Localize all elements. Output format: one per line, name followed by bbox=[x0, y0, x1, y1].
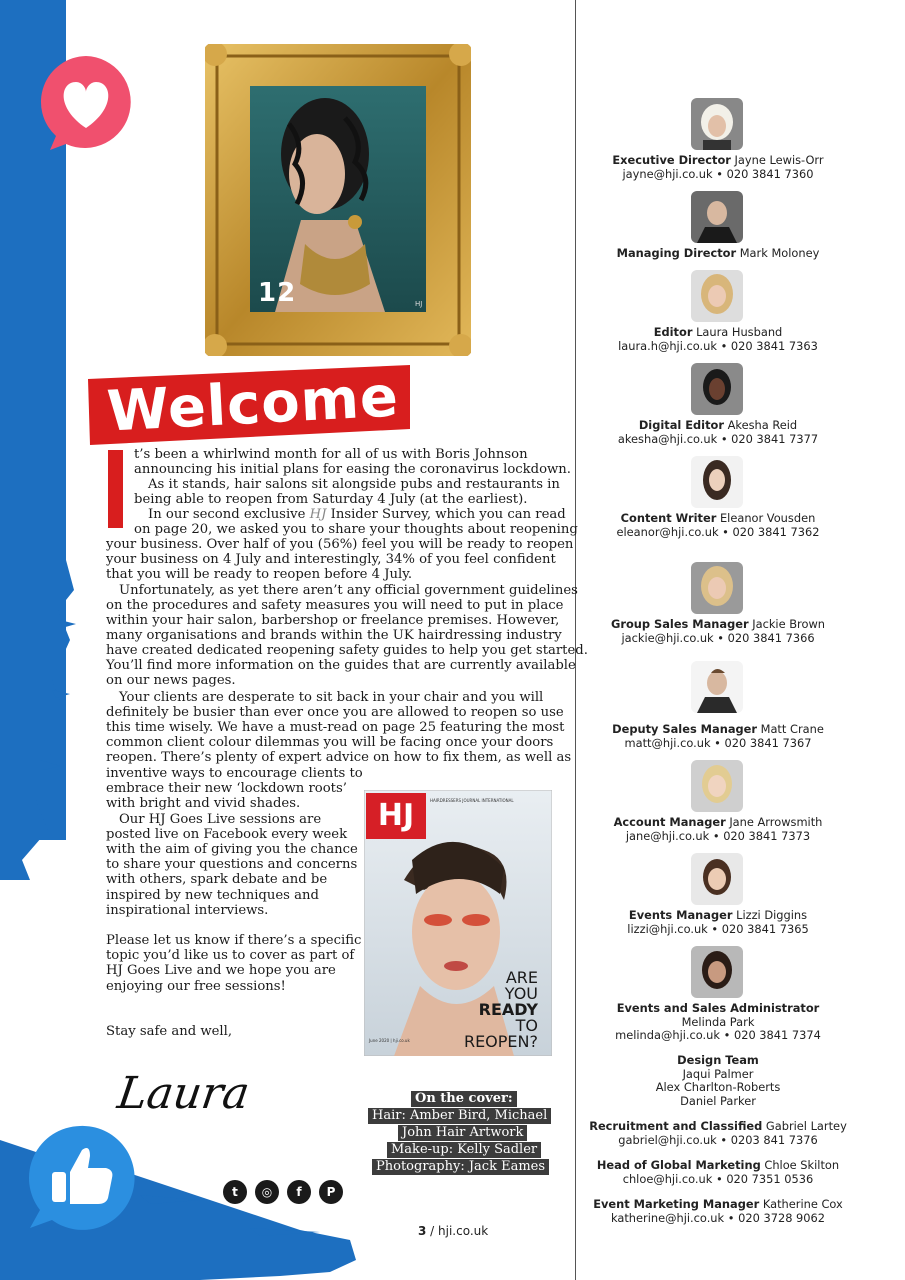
article-line: topic you’d like us to cover as part of bbox=[106, 948, 355, 963]
article-line: have created dedicated reopening safety guides to help you get started. bbox=[106, 643, 588, 658]
staff-name: Chloe Skilton bbox=[764, 1158, 840, 1172]
pinterest-icon[interactable]: P bbox=[319, 1180, 343, 1204]
magazine-logo: HJ bbox=[366, 793, 426, 839]
staff-contact[interactable]: jane@hji.co.uk • 020 3841 7373 bbox=[625, 828, 811, 843]
page-footer bbox=[418, 1224, 488, 1238]
article-line: your business. Over half of you (56%) feel you will be ready to reopen bbox=[106, 537, 574, 552]
article-line: common client colour dilemmas you will be facing once your doors bbox=[106, 735, 554, 750]
twitter-icon[interactable]: t bbox=[223, 1180, 247, 1204]
staff-name: Jane Arrowsmith bbox=[729, 815, 823, 829]
article-line: inventive ways to encourage clients to bbox=[106, 766, 363, 781]
headline-line: YOU bbox=[504, 984, 538, 1003]
staff-digital-editor bbox=[584, 419, 852, 446]
article-line: with others, spark debate and be bbox=[106, 872, 328, 887]
design-team-member: Alex Charlton-Roberts bbox=[655, 1080, 781, 1094]
staff-role: Head of Global Marketing bbox=[596, 1158, 761, 1172]
survey-intro: In our second exclusive bbox=[148, 507, 310, 522]
footer-sep: / bbox=[426, 1224, 439, 1238]
page-number: 3 bbox=[418, 1224, 427, 1238]
article-line: inspired by new techniques and bbox=[106, 888, 319, 903]
staff-managing-director bbox=[584, 247, 852, 261]
brush-stroke-left bbox=[0, 520, 80, 880]
frame-watermark: HJ bbox=[415, 300, 423, 308]
article-line: Your clients are desperate to sit back in your chair and you will bbox=[119, 690, 544, 705]
magazine-strap: HAIRDRESSERS JOURNAL INTERNATIONAL bbox=[430, 798, 514, 803]
article-line: embrace their new ‘lockdown roots’ bbox=[106, 781, 347, 796]
staff-role: Managing Director bbox=[616, 246, 737, 260]
staff-contact[interactable]: gabriel@hji.co.uk • 0203 841 7376 bbox=[618, 1132, 818, 1147]
sign-off: Stay safe and well, bbox=[106, 1024, 233, 1039]
staff-account-manager bbox=[584, 816, 852, 843]
survey-name: HJ bbox=[309, 507, 327, 522]
staff-role: Account Manager bbox=[613, 815, 726, 829]
staff-role: Executive Director bbox=[612, 153, 731, 167]
staff-contact[interactable]: jayne@hji.co.uk • 020 3841 7360 bbox=[622, 166, 814, 181]
staff-role: Event Marketing Manager bbox=[593, 1197, 760, 1211]
article-line: inspirational interviews. bbox=[106, 903, 269, 918]
staff-name: Matt Crane bbox=[760, 722, 824, 736]
magazine-date: June 2020 | hji.co.uk bbox=[369, 1038, 410, 1043]
article-line: enjoying our free sessions! bbox=[106, 979, 286, 994]
staff-global-marketing bbox=[584, 1159, 852, 1186]
article-line: announcing his initial plans for easing the coronavirus lockdown. bbox=[134, 462, 571, 477]
staff-contact[interactable]: eleanor@hji.co.uk • 020 3841 7362 bbox=[616, 524, 820, 539]
avatar bbox=[691, 661, 743, 713]
welcome-title: Welcome bbox=[105, 364, 401, 445]
on-cover-line: Photography: Jack Eames bbox=[372, 1159, 549, 1175]
staff-name: Laura Husband bbox=[696, 325, 783, 339]
avatar bbox=[691, 363, 743, 415]
headline-line: TO bbox=[515, 1016, 538, 1035]
design-team-heading: Design Team bbox=[677, 1053, 759, 1067]
staff-contact[interactable]: katherine@hji.co.uk • 020 3728 9062 bbox=[610, 1210, 826, 1225]
staff-contact[interactable]: lizzi@hji.co.uk • 020 3841 7365 bbox=[627, 921, 809, 936]
staff-role: Group Sales Manager bbox=[611, 617, 749, 631]
staff-contact[interactable]: akesha@hji.co.uk • 020 3841 7377 bbox=[617, 431, 819, 446]
article-line: definitely be busier than ever once you are allowed to reopen so use bbox=[106, 705, 564, 720]
article-line: being able to reopen from Saturday 4 July (at the earliest). bbox=[134, 492, 528, 507]
article-line: this time wisely. We have a must-read on page 25 featuring the most bbox=[106, 720, 565, 735]
staff-role: Events Manager bbox=[628, 908, 733, 922]
article-line: posted live on Facebook every week bbox=[106, 827, 348, 842]
drop-cap-bar bbox=[108, 450, 123, 528]
headline-line: ARE bbox=[505, 968, 538, 987]
article-line: You’ll find more information on the guides that are currently available bbox=[106, 658, 576, 673]
staff-contact[interactable]: melinda@hji.co.uk • 020 3841 7374 bbox=[615, 1028, 821, 1042]
column-divider bbox=[575, 0, 576, 1280]
staff-event-marketing bbox=[584, 1198, 852, 1225]
article-line: HJ Goes Live and we hope you are bbox=[106, 963, 336, 978]
article-line bbox=[148, 507, 566, 522]
thumbs-up-icon bbox=[24, 1122, 136, 1232]
on-cover-line: John Hair Artwork bbox=[398, 1125, 527, 1141]
article-line: Our HJ Goes Live sessions are bbox=[119, 812, 322, 827]
staff-role: Deputy Sales Manager bbox=[612, 722, 757, 736]
headline-line: REOPEN? bbox=[463, 1032, 538, 1051]
on-cover-line: Make-up: Kelly Sadler bbox=[387, 1142, 541, 1158]
staff-role: Content Writer bbox=[620, 511, 717, 525]
avatar bbox=[691, 853, 743, 905]
staff-contact[interactable]: jackie@hji.co.uk • 020 3841 7366 bbox=[621, 630, 815, 645]
avatar bbox=[691, 760, 743, 812]
article-line: many organisations and brands within the UK hairdressing industry bbox=[106, 628, 562, 643]
staff-name: Eleanor Vousden bbox=[719, 511, 816, 525]
avatar bbox=[691, 191, 743, 243]
avatar bbox=[691, 946, 743, 998]
avatar bbox=[691, 98, 743, 150]
article-line: Unfortunately, as yet there aren’t any official government guidelines bbox=[119, 583, 578, 598]
staff-executive-director bbox=[584, 154, 852, 181]
article-line: Please let us know if there’s a specific bbox=[106, 933, 362, 948]
staff-name: Jackie Brown bbox=[752, 617, 825, 631]
framed-cover-image bbox=[205, 44, 471, 356]
staff-editor bbox=[584, 326, 852, 353]
article-line: on the procedures and safety measures you will need to put in place bbox=[106, 598, 564, 613]
staff-name: Lizzi Diggins bbox=[736, 908, 808, 922]
on-cover-heading: On the cover: bbox=[411, 1091, 517, 1107]
article-line: reopen. There’s plenty of expert advice on how to fix them, as well as bbox=[106, 750, 572, 765]
staff-role: Editor bbox=[653, 325, 693, 339]
article-line: within your hair salon, barbershop or freelance premises. However, bbox=[106, 613, 560, 628]
on-cover-line: Hair: Amber Bird, Michael bbox=[368, 1108, 551, 1124]
staff-deputy-sales-manager bbox=[584, 723, 852, 750]
article-line: on our news pages. bbox=[106, 673, 236, 688]
design-team-member: Daniel Parker bbox=[680, 1093, 756, 1108]
design-team bbox=[584, 1054, 852, 1108]
instagram-icon[interactable]: ◎ bbox=[255, 1180, 279, 1204]
article-line: your business on 4 July and interestingly, 34% of you feel confident bbox=[106, 552, 556, 567]
footer-site[interactable]: hji.co.uk bbox=[438, 1224, 489, 1238]
avatar bbox=[691, 456, 743, 508]
magazine-headline bbox=[460, 970, 538, 1050]
staff-recruitment bbox=[584, 1120, 852, 1147]
article-line: on page 20, we asked you to share your thoughts about reopening bbox=[134, 522, 578, 537]
staff-contact[interactable]: matt@hji.co.uk • 020 3841 7367 bbox=[624, 735, 812, 750]
facebook-icon[interactable]: f bbox=[287, 1180, 311, 1204]
headline-line: READY bbox=[478, 1000, 538, 1019]
staff-contact[interactable]: laura.h@hji.co.uk • 020 3841 7363 bbox=[618, 338, 818, 353]
article-line: with the aim of giving you the chance bbox=[106, 842, 358, 857]
staff-role: Digital Editor bbox=[638, 418, 724, 432]
staff-content-writer bbox=[584, 512, 852, 539]
staff-contact[interactable]: chloe@hji.co.uk • 020 7351 0536 bbox=[622, 1171, 814, 1186]
avatar bbox=[691, 270, 743, 322]
avatar bbox=[691, 562, 743, 614]
signature: Laura bbox=[114, 1068, 253, 1119]
staff-role: Events and Sales Administrator bbox=[616, 1001, 820, 1015]
article-line: with bright and vivid shades. bbox=[106, 796, 301, 811]
article-line: to share your questions and concerns bbox=[106, 857, 358, 872]
cover-issue-number: 12 bbox=[258, 278, 297, 308]
staff-events-sales-administrator bbox=[584, 1002, 852, 1043]
staff-role: Recruitment and Classified bbox=[589, 1119, 763, 1133]
design-team-member: Jaqui Palmer bbox=[682, 1066, 754, 1081]
staff-name: Mark Moloney bbox=[739, 246, 820, 260]
article-line: t’s been a whirlwind month for all of us with Boris Johnson bbox=[134, 447, 528, 462]
staff-group-sales-manager bbox=[584, 618, 852, 645]
survey-rest: Insider Survey, which you can read bbox=[326, 507, 566, 522]
staff-name: Melinda Park bbox=[681, 1014, 755, 1029]
staff-events-manager bbox=[584, 909, 852, 936]
staff-name: Akesha Reid bbox=[727, 418, 798, 432]
staff-name: Katherine Cox bbox=[762, 1197, 843, 1211]
staff-name: Gabriel Lartey bbox=[765, 1119, 847, 1133]
article-line: that you will be ready to reopen before 4 July. bbox=[106, 567, 413, 582]
article-line: As it stands, hair salons sit alongside pubs and restaurants in bbox=[148, 477, 560, 492]
staff-name: Jayne Lewis-Orr bbox=[734, 153, 824, 167]
heart-icon bbox=[36, 52, 136, 152]
